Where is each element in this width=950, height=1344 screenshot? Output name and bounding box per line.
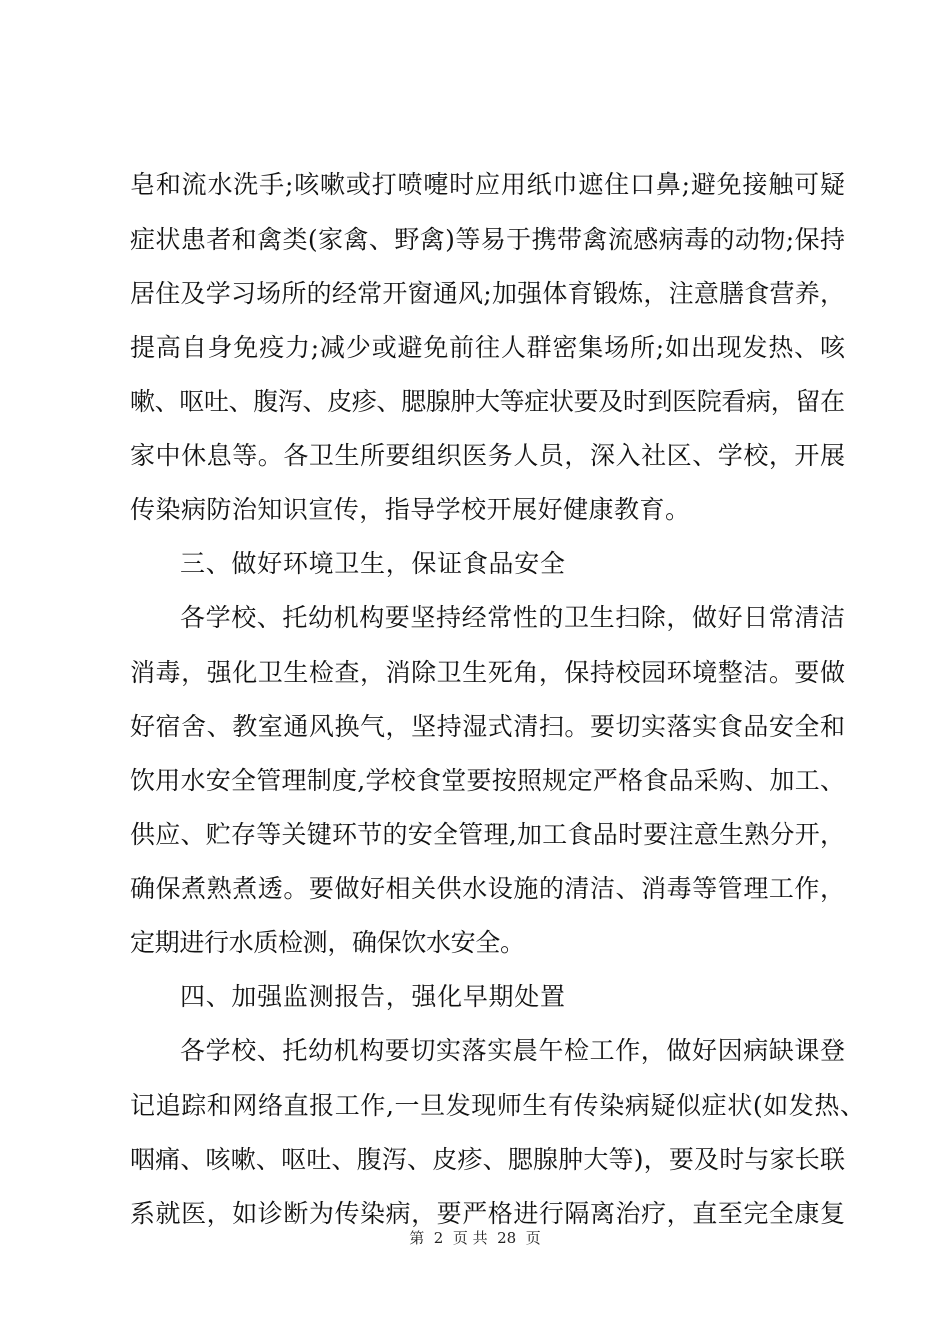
text-line-2: 症状患者和禽类(家禽、野禽)等易于携带禽流感病毒的动物;保持: [130, 225, 846, 254]
text-line-10: 消毒，强化卫生检查，消除卫生死角，保持校园环境整洁。要做: [130, 658, 846, 687]
section-heading-4: 四、加强监测报告，强化早期处置: [180, 982, 566, 1011]
text-line-15: 定期进行水质检测，确保饮水安全。: [130, 928, 525, 957]
text-line-9: 各学校、托幼机构要坚持经常性的卫生扫除，做好日常清洁: [180, 603, 846, 632]
text-line-13: 供应、贮存等关键环节的安全管理,加工食品时要注意生熟分开，: [130, 820, 846, 849]
text-line-19: 咽痛、咳嗽、呕吐、腹泻、皮疹、腮腺肿大等)，要及时与家长联: [130, 1145, 846, 1174]
text-line-17: 各学校、托幼机构要切实落实晨午检工作，做好因病缺课登: [180, 1036, 846, 1065]
page-number-footer: 第 2 页 共 28 页: [409, 1229, 541, 1247]
section-heading-3: 三、做好环境卫生，保证食品安全: [180, 549, 566, 578]
text-line-5: 嗽、呕吐、腹泻、皮疹、腮腺肿大等症状要及时到医院看病，留在: [130, 387, 845, 416]
text-line-14: 确保煮熟煮透。要做好相关供水设施的清洁、消毒等管理工作，: [130, 874, 846, 903]
text-line-4: 提高自身免疫力;减少或避免前往人群密集场所;如出现发热、咳: [130, 333, 846, 362]
text-line-1: 皂和流水洗手;咳嗽或打喷嚏时应用纸巾遮住口鼻;避免接触可疑: [130, 170, 846, 199]
text-line-7: 传染病防治知识宣传，指导学校开展好健康教育。: [130, 495, 691, 524]
text-line-20: 系就医，如诊断为传染病，要严格进行隔离治疗，直至完全康复: [130, 1199, 846, 1228]
text-line-6: 家中休息等。各卫生所要组织医务人员，深入社区、学校，开展: [130, 441, 846, 470]
text-line-3: 居住及学习场所的经常开窗通风;加强体育锻炼，注意膳食营养，: [130, 279, 846, 308]
text-line-18: 记追踪和网络直报工作,一旦发现师生有传染病疑似症状(如发热、: [130, 1091, 866, 1120]
text-line-11: 好宿舍、教室通风换气，坚持湿式清扫。要切实落实食品安全和: [130, 712, 846, 741]
text-line-12: 饮用水安全管理制度,学校食堂要按照规定严格食品采购、加工、: [130, 766, 846, 795]
